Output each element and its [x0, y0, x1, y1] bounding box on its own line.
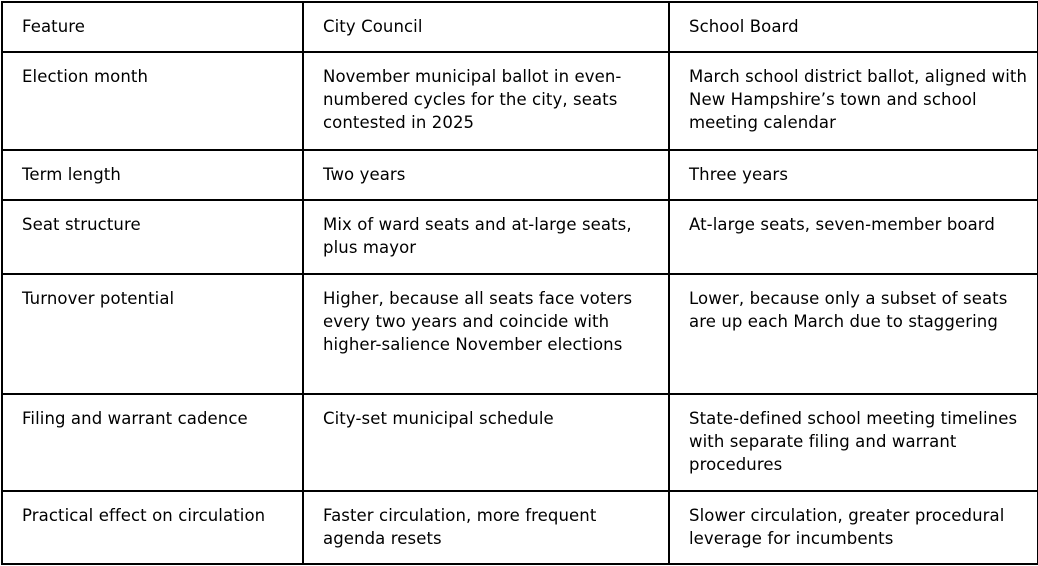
feature-cell: Seat structure — [2, 200, 303, 274]
city-council-cell: City-set municipal schedule — [303, 394, 669, 491]
feature-cell: Practical effect on circulation — [2, 491, 303, 564]
school-board-cell: Slower circulation, greater procedural leverage for incumbents — [669, 491, 1038, 564]
table-row — [2, 491, 1038, 564]
school-board-cell: State-defined school meeting timelines with separate filing and warrant procedures — [669, 394, 1038, 491]
school-board-cell: Lower, because only a subset of seats are up each March due to staggering — [669, 274, 1038, 394]
table-row — [2, 394, 1038, 491]
school-board-cell: March school district ballot, aligned with New Hampshire’s town and school meeting calendar — [669, 52, 1038, 150]
table-row — [2, 274, 1038, 394]
feature-cell: Turnover potential — [2, 274, 303, 394]
table-row — [2, 52, 1038, 150]
feature-cell: Term length — [2, 150, 303, 200]
city-council-cell: November municipal ballot in even-numbered cycles for the city, seats contested in 2025 — [303, 52, 669, 150]
table-header-row — [2, 2, 1038, 52]
school-board-cell: At-large seats, seven-member board — [669, 200, 1038, 274]
header-city-council: City Council — [303, 2, 669, 52]
table-row — [2, 200, 1038, 274]
school-board-cell: Three years — [669, 150, 1038, 200]
city-council-cell: Higher, because all seats face voters every two years and coincide with higher-salience November elections — [303, 274, 669, 394]
feature-cell: Election month — [2, 52, 303, 150]
table-row — [2, 150, 1038, 200]
city-council-cell: Mix of ward seats and at-large seats, plus mayor — [303, 200, 669, 274]
feature-cell: Filing and warrant cadence — [2, 394, 303, 491]
header-feature: Feature — [2, 2, 303, 52]
city-council-cell: Faster circulation, more frequent agenda resets — [303, 491, 669, 564]
header-school-board: School Board — [669, 2, 1038, 52]
city-council-cell: Two years — [303, 150, 669, 200]
comparison-table — [1, 1, 1038, 565]
